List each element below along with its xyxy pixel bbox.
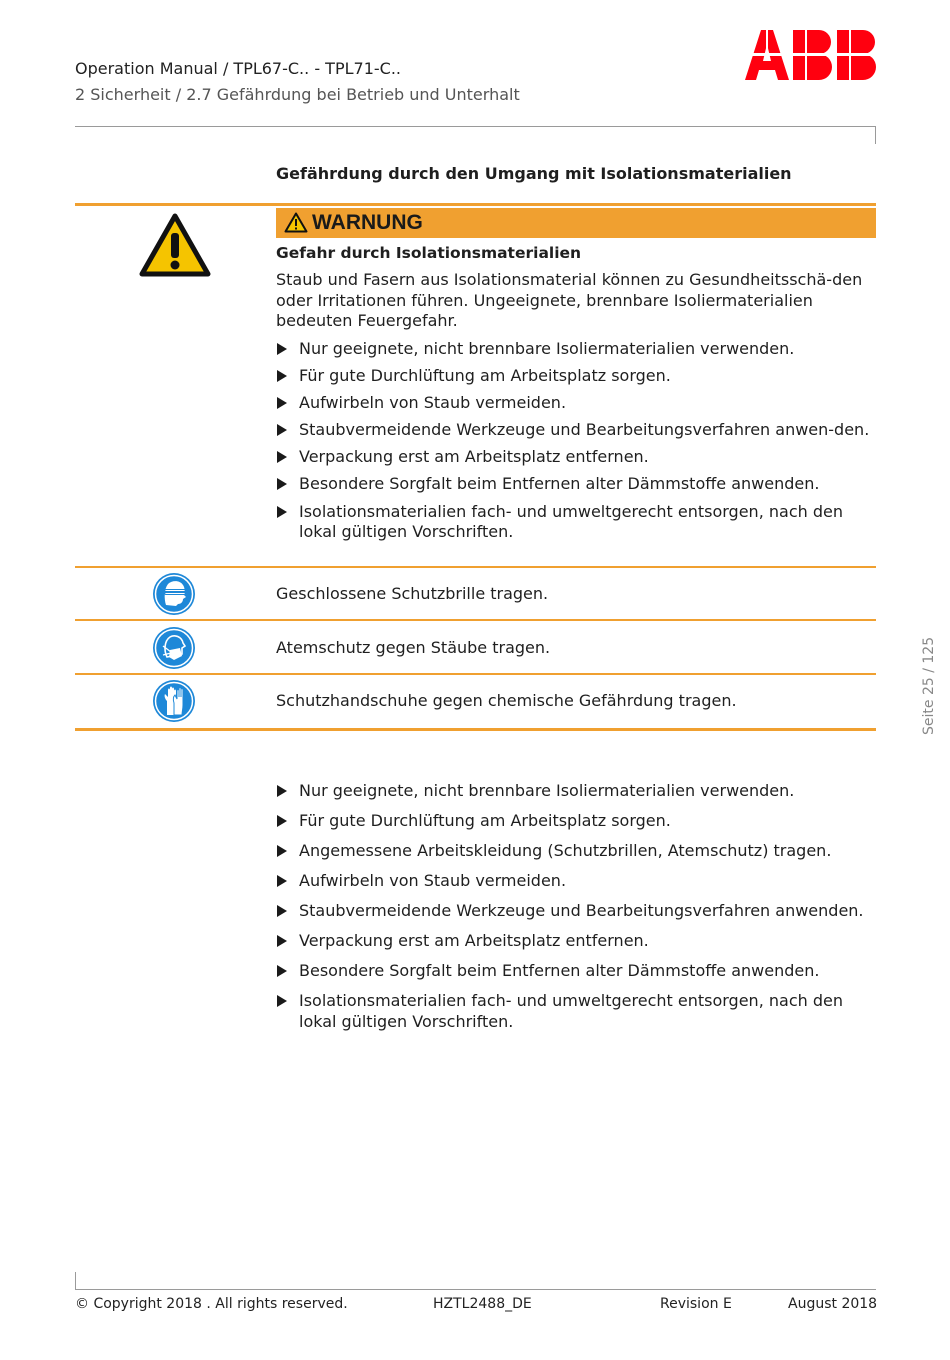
arrow-bullet-icon bbox=[277, 935, 287, 947]
ppe-text-respirator: Atemschutz gegen Stäube tragen. bbox=[276, 638, 551, 657]
list-item: Verpackung erst am Arbeitsplatz entfernen. bbox=[276, 931, 876, 952]
header-rule bbox=[75, 126, 876, 127]
warning-steps-list bbox=[276, 339, 876, 549]
ppe-text-goggles: Geschlossene Schutzbrille tragen. bbox=[276, 584, 549, 603]
hazard-title: Gefahr durch Isolationsmaterialien bbox=[276, 244, 582, 262]
arrow-bullet-icon bbox=[277, 995, 287, 1007]
list-item: Angemessene Arbeitskleidung (Schutzbrillen, Atemschutz) tragen. bbox=[276, 841, 876, 862]
measures-list bbox=[276, 781, 876, 1042]
abb-logo bbox=[745, 30, 877, 80]
list-item: Aufwirbeln von Staub vermeiden. bbox=[276, 871, 876, 892]
section-title: Gefährdung durch den Umgang mit Isolationsmaterialien bbox=[276, 164, 792, 183]
list-item: Für gute Durchlüftung am Arbeitsplatz sorgen. bbox=[276, 811, 876, 832]
list-item: Für gute Durchlüftung am Arbeitsplatz sorgen. bbox=[276, 366, 876, 387]
gloves-icon bbox=[152, 679, 196, 723]
warning-triangle-icon bbox=[139, 213, 211, 277]
list-item: Besondere Sorgfalt beim Entfernen alter Dämmstoffe anwenden. bbox=[276, 474, 876, 495]
arrow-bullet-icon bbox=[277, 845, 287, 857]
ppe-divider bbox=[75, 619, 876, 621]
document-title: Operation Manual / TPL67-C.. - TPL71-C.. bbox=[75, 59, 401, 78]
footer-doc-id: HZTL2488_DE bbox=[433, 1296, 532, 1312]
list-item: Staubvermeidende Werkzeuge und Bearbeitungsverfahren anwenden. bbox=[276, 901, 876, 922]
footer-date: August 2018 bbox=[788, 1296, 878, 1312]
header-rule-tick bbox=[875, 126, 876, 144]
arrow-bullet-icon bbox=[277, 397, 287, 409]
footer-rule bbox=[75, 1289, 876, 1290]
list-item: Isolationsmaterialien fach- und umweltgerecht entsorgen, nach den lokal gültigen Vorschriften. bbox=[276, 991, 876, 1032]
warning-signal-word: WARNUNG bbox=[312, 211, 423, 234]
footer-copyright: © Copyright 2018 . All rights reserved. bbox=[75, 1296, 348, 1312]
ppe-divider bbox=[75, 673, 876, 675]
list-item: Isolationsmaterialien fach- und umweltgerecht entsorgen, nach den lokal gültigen Vorschriften. bbox=[276, 502, 876, 543]
arrow-bullet-icon bbox=[277, 343, 287, 355]
hazard-description: Staub und Fasern aus Isolationsmaterial können zu Gesundheitsschä-den oder Irritationen führen. Ungeeignete, brennbare Isoliermaterialien bedeuten Feuergefahr. bbox=[276, 270, 863, 330]
page-number: Seite 25 / 125 bbox=[921, 636, 937, 735]
breadcrumb: 2 Sicherheit / 2.7 Gefährdung bei Betrieb und Unterhalt bbox=[75, 85, 520, 104]
ppe-text-gloves: Schutzhandschuhe gegen chemische Gefährdung tragen. bbox=[276, 691, 737, 710]
list-item: Besondere Sorgfalt beim Entfernen alter Dämmstoffe anwenden. bbox=[276, 961, 876, 982]
arrow-bullet-icon bbox=[277, 506, 287, 518]
list-item: Nur geeignete, nicht brennbare Isoliermaterialien verwenden. bbox=[276, 781, 876, 802]
warning-signal-bar bbox=[276, 208, 876, 238]
list-item: Staubvermeidende Werkzeuge und Bearbeitungsverfahren anwen-den. bbox=[276, 420, 876, 441]
arrow-bullet-icon bbox=[277, 785, 287, 797]
arrow-bullet-icon bbox=[277, 905, 287, 917]
arrow-bullet-icon bbox=[277, 478, 287, 490]
list-item: Nur geeignete, nicht brennbare Isoliermaterialien verwenden. bbox=[276, 339, 876, 360]
footer-revision: Revision E bbox=[660, 1296, 732, 1312]
footer-rule-tick bbox=[75, 1272, 76, 1290]
arrow-bullet-icon bbox=[277, 370, 287, 382]
arrow-bullet-icon bbox=[277, 815, 287, 827]
arrow-bullet-icon bbox=[277, 965, 287, 977]
warning-top-rule bbox=[75, 203, 876, 206]
list-item: Aufwirbeln von Staub vermeiden. bbox=[276, 393, 876, 414]
warning-bottom-rule bbox=[75, 728, 876, 731]
safety-goggles-icon bbox=[152, 572, 196, 616]
arrow-bullet-icon bbox=[277, 451, 287, 463]
list-item: Verpackung erst am Arbeitsplatz entfernen. bbox=[276, 447, 876, 468]
arrow-bullet-icon bbox=[277, 875, 287, 887]
respirator-icon bbox=[152, 626, 196, 670]
arrow-bullet-icon bbox=[277, 424, 287, 436]
warning-divider bbox=[75, 566, 876, 568]
warning-small-icon bbox=[284, 212, 308, 233]
